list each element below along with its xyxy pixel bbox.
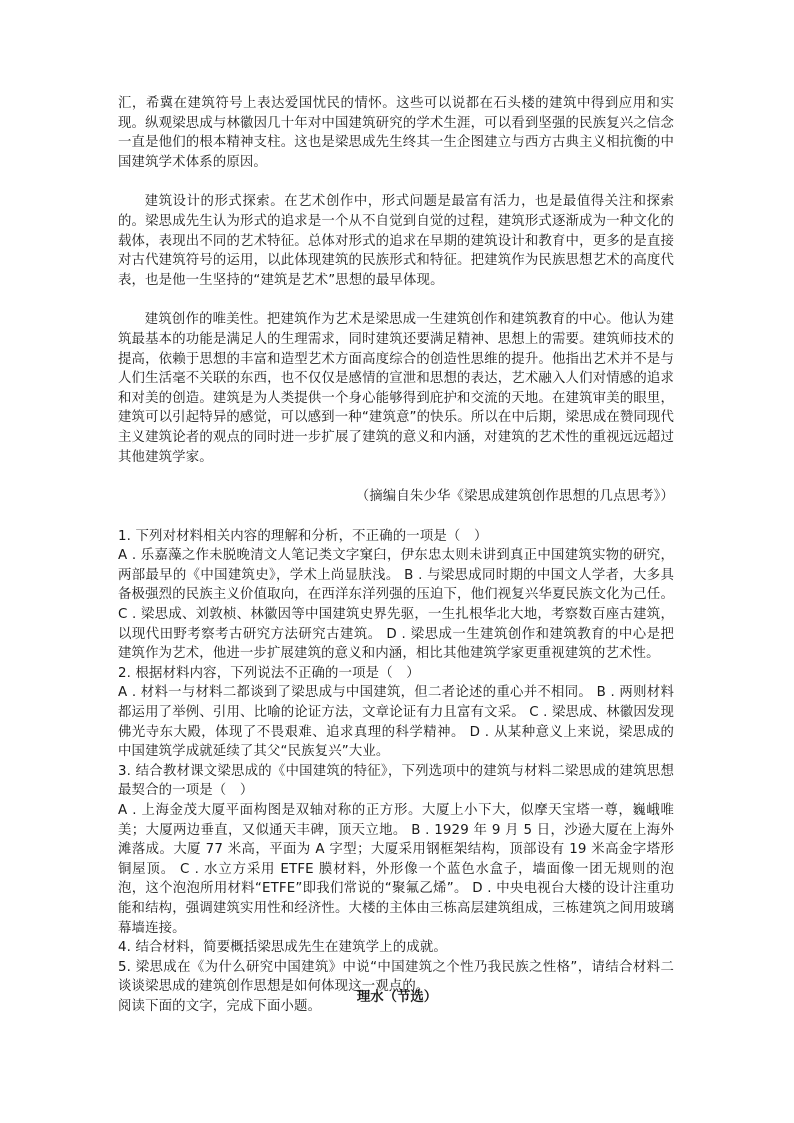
next-passage-title: 理水（节选） <box>356 990 438 1005</box>
passage-body <box>118 94 674 1017</box>
question-3-stem: 3. 结合教材课文梁思成的《中国建筑的特征》，下列选项中的建筑与材料二梁思成的建筑思想最契合的一项是（ ） <box>118 763 674 799</box>
question-4-stem: 4. 结合材料，简要概括梁思成先生在建筑学上的成就。 <box>118 940 447 956</box>
passage-source: （摘编自朱少华《梁思成建筑创作思想的几点思考》） <box>355 489 674 505</box>
question-2-options: A . 材料一与材料二都谈到了梁思成与中国建筑，但二者论述的重心并不相同。 B . 两则材料都运用了举例、引用、比喻的论证方法，文章论证有力且富有文采。 C . 梁思成、林徽因发现佛光寺东大殿，体现了不畏艰难、追求真理的科学精神。 D . 从某种意义上来说，梁思成的中国建筑学成就延续了其父“民族复兴”大业。 <box>118 685 674 760</box>
question-2-stem: 2. 根据材料内容，下列说法不正确的一项是（ ） <box>118 665 420 681</box>
passage-paragraph-3: 建筑创作的唯美性。把建筑作为艺术是梁思成一生建筑创作和建筑教育的中心。他认为建筑最基本的功能是满足人的生理需求，同时建筑还要满足精神、思想上的需要。建筑师技术的提高，依赖于思想的丰富和造型艺术方面高度综合的创造性思维的提升。他指出艺术并不是与人们生活毫不关联的东西，也不仅仅是感情的宣泄和思想的表达，艺术融入人们对情感的追求和对美的创造。建筑是为人类提供一个身心能够得到庇护和交流的天地。在建筑审美的眼里，建筑可以引起特异的感觉，可以感到一种“建筑意”的快乐。所以在中后期，梁思成在赞同现代主义建筑论者的观点的同时进一步扩展了建筑的意义和内涵，对建筑的艺术性的重视远远超过其他建筑学家。 <box>118 312 674 465</box>
passage-paragraph-1: 汇，希冀在建筑符号上表达爱国忧民的情怀。这些可以说都在石头楼的建筑中得到应用和实现。纵观梁思成与林徽因几十年对中国建筑研究的学术生涯，可以看到坚强的民族复兴之信念一直是他们的根本精神支柱。这也是梁思成先生终其一生企图建立与西方古典主义相抗衡的中国建筑学术体系的原因。 <box>118 96 674 170</box>
passage-paragraph-2: 建筑设计的形式探索。在艺术创作中，形式问题是最富有活力，也是最值得关注和探索的。梁思成先生认为形式的追求是一个从不自觉到自觉的过程，建筑形式逐渐成为一种文化的载体，表现出不同的艺术特征。总体对形式的追求在早期的建筑设计和教育中，更多的是直接对古代建筑符号的运用，以此体现建筑的民族形式和特征。把建筑作为民族思想艺术的高度代表，也是他一生坚持的“建筑是艺术”思想的最早体现。 <box>118 194 674 288</box>
question-3-options: A . 上海金茂大厦平面构图是双轴对称的正方形。大厦上小下大，似摩天宝塔一尊，巍峨唯美；大厦两边垂直，又似通天丰碑，顶天立地。 B . 1929 年 9 月 5 日，沙逊大厦在上海外滩落成。大厦 77 米高，平面为 A 字型；大厦采用钢框架结构，顶部设有 19 米高金字塔形铜屋顶。 C . 水立方采用 ETFE 膜材料，外形像一个蓝色水盒子，墙面像一团无规则的泡泡，这个泡泡所用材料“ETFE”即我们常说的“聚氟乙烯”。 D . 中央电视台大楼的设计注重功能和结构，强调建筑实用性和经济性。大楼的主体由三栋高层建筑组成，三栋建筑之间用玻璃幕墙连接。 <box>118 803 674 936</box>
question-5-stem: 5. 梁思成在《为什么研究中国建筑》中说“中国建筑之个性乃我民族之性格”，请结合材料二谈谈梁思成的建筑创作思想是如何体现这一观点的。 <box>118 959 674 995</box>
question-1-options: A . 乐嘉藻之作未脱晚清文人笔记类文字窠臼，伊东忠太则未讲到真正中国建筑实物的研究，两部最早的《中国建筑史》，学术上尚显肤浅。 B . 与梁思成同时期的中国文人学者，大多具备极强烈的民族主义价值取向，在西洋东洋列强的压迫下，他们视复兴华夏民族文化为己任。 C . 梁思成、刘敦桢、林徽因等中国建筑史界先驱，一生扎根华北大地，考察数百座古建筑，以现代田野考察考古研究方法研究古建筑。 D . 梁思成一生建筑创作和建筑教育的中心是把建筑作为艺术，他进一步扩展建筑的意义和内涵，相比其他建筑学家更重视建筑的艺术性。 <box>118 548 674 662</box>
reading-instruction: 阅读下面的文字，完成下面小题。 <box>118 998 322 1014</box>
question-1-stem: 1. 下列对材料相关内容的理解和分析，不正确的一项是（ ） <box>118 528 488 544</box>
